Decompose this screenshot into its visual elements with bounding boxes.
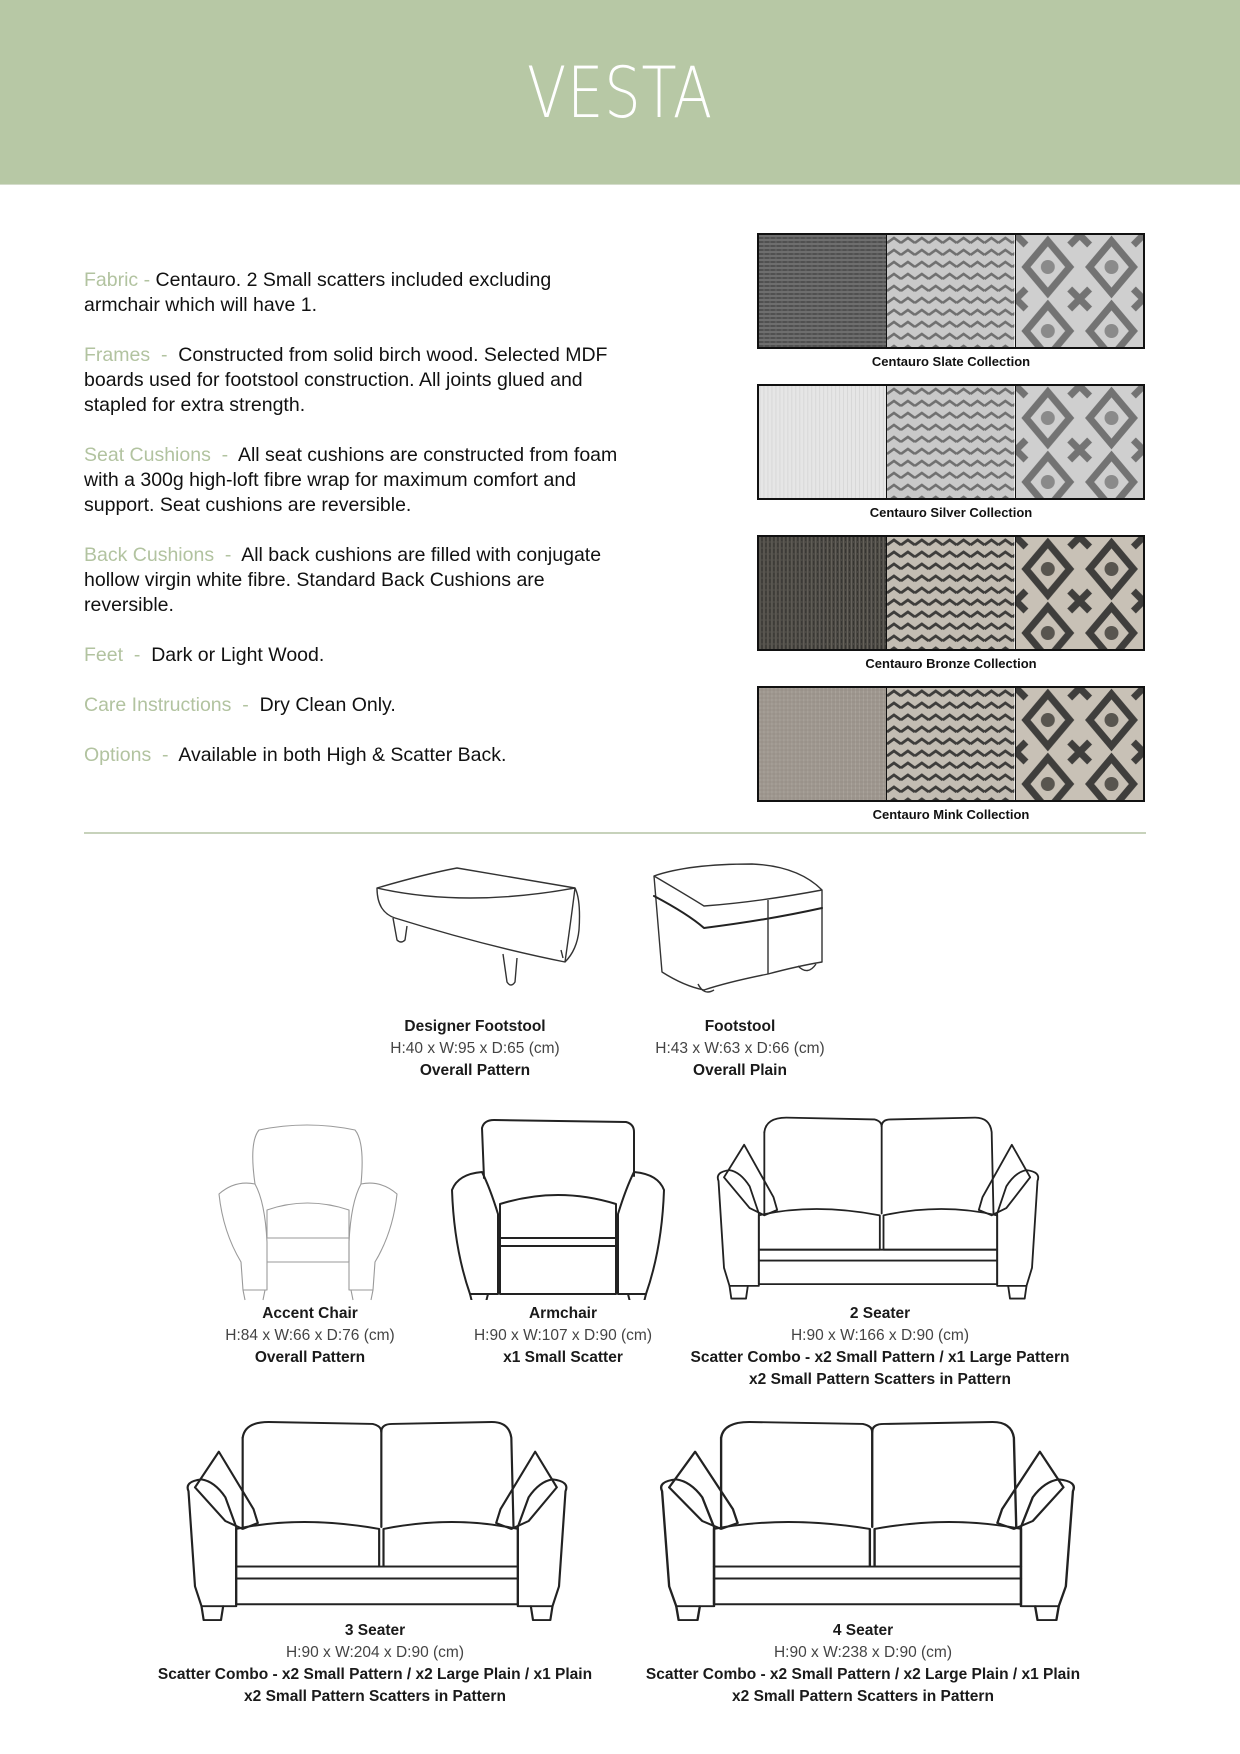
swatch-damask <box>1016 537 1143 649</box>
product-4-seater <box>655 1418 1080 1626</box>
fabric-collections <box>757 233 1145 837</box>
spec-fabric: Fabric - Centauro. 2 Small scatters included excluding armchair which will have 1. <box>84 269 552 316</box>
footstool-drawing <box>648 862 828 1000</box>
3-seater-drawing <box>182 1418 572 1626</box>
designer-footstool-caption: Designer Footstool H:40 x W:95 x D:65 (cm) Overall Pattern <box>390 1018 560 1079</box>
section-divider <box>84 832 1146 834</box>
page-title: VESTA <box>527 52 713 134</box>
swatch-row <box>757 384 1145 500</box>
spec-feet: Feet - Dark or Light Wood. <box>84 644 325 666</box>
product-designer-footstool <box>365 860 585 1000</box>
collection-name: Centauro Slate Collection <box>871 354 1031 369</box>
swatch-chevron <box>887 537 1015 649</box>
4-seater-drawing <box>655 1418 1080 1626</box>
swatch-plain <box>759 688 887 800</box>
4-seater-caption: 4 Seater H:90 x W:238 x D:90 (cm) Scatter Combo - x2 Small Pattern / x2 Large Plain / x1 Plain x2 Small Pattern Scatters in Pattern <box>645 1622 1081 1705</box>
spec-frames: Frames - Constructed from solid birch wood. Selected MDF boards used for footstool construction. All joints glued and stapled for extra strength. <box>84 344 608 416</box>
swatch-plain <box>759 235 887 347</box>
product-armchair <box>448 1118 668 1300</box>
swatch-plain <box>759 537 887 649</box>
accent-chair-caption: Accent Chair H:84 x W:66 x D:76 (cm) Overall Pattern <box>225 1305 395 1366</box>
armchair-drawing <box>448 1118 668 1300</box>
collection-name: Centauro Silver Collection <box>869 505 1033 520</box>
collection-name: Centauro Mink Collection <box>872 807 1030 822</box>
swatch-chevron <box>887 688 1015 800</box>
armchair-caption: Armchair H:90 x W:107 x D:90 (cm) x1 Small Scatter <box>473 1305 652 1366</box>
accent-chair-drawing <box>215 1122 405 1302</box>
product-footstool <box>648 862 828 1000</box>
product-accent-chair <box>215 1122 405 1302</box>
swatch-damask <box>1016 235 1143 347</box>
product-3-seater <box>182 1418 572 1626</box>
2-seater-caption: 2 Seater H:90 x W:166 x D:90 (cm) Scatter Combo - x2 Small Pattern / x1 Large Pattern x2 Small Pattern Scatters in Pattern <box>690 1305 1070 1388</box>
collection-bronze <box>757 535 1145 676</box>
spec-care-instructions: Care Instructions - Dry Clean Only. <box>84 694 396 716</box>
spec-seat-cushions: Seat Cushions - All seat cushions are constructed from foam with a 300g high-loft fibre wrap for maximum comfort and support. Seat cushions are reversible. <box>84 444 618 516</box>
3-seater-caption: 3 Seater H:90 x W:204 x D:90 (cm) Scatter Combo - x2 Small Pattern / x2 Large Plain / x1 Plain x2 Small Pattern Scatters in Pattern <box>157 1622 593 1705</box>
product-2-seater <box>713 1114 1043 1304</box>
collection-silver <box>757 384 1145 525</box>
specifications <box>84 268 624 793</box>
collection-slate <box>757 233 1145 374</box>
swatch-row <box>757 233 1145 349</box>
designer-footstool-drawing <box>365 860 585 1000</box>
collection-mink <box>757 686 1145 827</box>
swatch-row <box>757 535 1145 651</box>
collection-name: Centauro Bronze Collection <box>865 656 1037 671</box>
2-seater-drawing <box>713 1114 1043 1304</box>
swatch-chevron <box>887 235 1015 347</box>
swatch-damask <box>1016 386 1143 498</box>
swatch-plain <box>759 386 887 498</box>
footstool-caption: Footstool H:43 x W:63 x D:66 (cm) Overall Plain <box>655 1018 825 1079</box>
spec-options: Options - Available in both High & Scatter Back. <box>84 744 507 766</box>
swatch-damask <box>1016 688 1143 800</box>
page-header <box>0 0 1240 185</box>
swatch-row <box>757 686 1145 802</box>
spec-back-cushions: Back Cushions - All back cushions are filled with conjugate hollow virgin white fibre. Standard Back Cushions are reversible. <box>84 544 602 616</box>
swatch-chevron <box>887 386 1015 498</box>
